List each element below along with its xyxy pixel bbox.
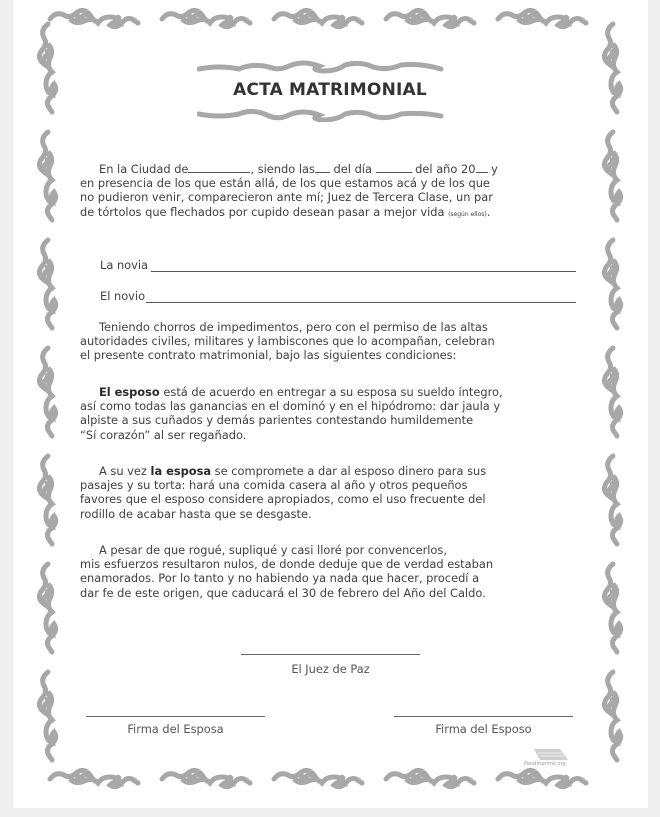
printer-logo-icon <box>522 748 570 762</box>
wife-line: pasajes y su torta: hará una comida casera al año y otros pequeños <box>80 478 468 493</box>
groom-name-line[interactable] <box>146 292 576 303</box>
top-border <box>50 10 586 26</box>
year-blank[interactable] <box>476 163 488 173</box>
wife-signature-line[interactable] <box>86 716 265 717</box>
husband-line: alpiste a sus cuñados y demás parientes contestando humildemente <box>80 413 474 428</box>
impediments-paragraph <box>80 320 580 363</box>
intro-paragraph <box>80 162 580 222</box>
wife-line: favores que el esposo considere apropiados, como el uso frecuente del <box>80 492 486 507</box>
intro-text: del día <box>329 162 376 176</box>
hour-blank[interactable] <box>315 163 330 173</box>
document-title: ACTA MATRIMONIAL <box>233 80 427 100</box>
intro-period: . <box>486 204 491 219</box>
bride-name-line[interactable] <box>151 261 576 272</box>
impediments-line: autoridades civiles, militares y lambiscones que lo acompañan, celebran <box>80 334 495 349</box>
intro-line: no pudieron venir, comparecieron ante mí; Juez de Tercera Clase, un par <box>80 190 493 205</box>
wife-pre: A su vez <box>99 464 151 478</box>
husband-bold: El esposo <box>99 385 160 399</box>
wife-paragraph <box>80 464 580 521</box>
intro-text: y <box>487 162 498 176</box>
groom-field[interactable] <box>100 287 576 303</box>
closing-line: A pesar de que rogué, supliqué y casi lloré por convencerlos, <box>99 543 447 557</box>
intro-line: en presencia de los que están allá, de los que estamos acá y de los que <box>80 176 490 191</box>
impediments-line: Teniendo chorros de impedimentos, pero con el permiso de las altas <box>99 320 488 334</box>
impediments-line: el presente contrato matrimonial, bajo las siguientes condiciones: <box>80 348 457 363</box>
wife-line: rodillo de acabar hasta que se desgaste. <box>80 506 312 521</box>
right-border <box>604 24 620 760</box>
husband-signature-label: Firma del Esposo <box>435 722 532 736</box>
intro-text: En la Ciudad de <box>99 162 189 176</box>
wife-signature-label: Firma del Esposa <box>127 722 224 736</box>
bride-label: La novia <box>100 258 149 272</box>
intro-line: de tórtolos que flechados por cupido desean pasar a mejor vida <box>80 204 449 219</box>
bride-field[interactable] <box>100 256 576 272</box>
intro-note: (según ellos) <box>448 210 487 218</box>
day-blank[interactable] <box>376 163 412 173</box>
closing-paragraph <box>80 543 580 600</box>
judge-signature-line[interactable] <box>241 654 420 655</box>
city-blank[interactable] <box>188 163 250 173</box>
husband-line: así como todas las ganancias en el dominó y en el hipódromo: dar jaula y <box>80 399 501 414</box>
closing-line: mis esfuerzos resultaron nulos, de donde deduje que de verdad estaban <box>80 557 494 572</box>
closing-line: dar fe de este origen, que caducará el 30 de febrero del Año del Caldo. <box>80 585 486 600</box>
watermark-text: ParaImprimir.org <box>524 761 566 767</box>
husband-line: está de acuerdo en entregar a su esposa su sueldo íntegro, <box>159 385 503 399</box>
intro-text: del año 20 <box>411 162 476 176</box>
husband-paragraph <box>80 385 580 442</box>
wife-line: se compromete a dar al esposo dinero para sus <box>211 464 487 478</box>
wife-bold: la esposa <box>150 464 212 478</box>
title-ornament-bottom <box>197 106 462 122</box>
judge-signature-label: El Juez de Paz <box>291 662 370 676</box>
intro-text: , siendo las <box>250 162 315 176</box>
bottom-border <box>50 770 586 786</box>
husband-signature-line[interactable] <box>394 716 573 717</box>
left-border <box>39 24 55 760</box>
husband-line: “Sí corazón” al ser regañado. <box>80 427 247 442</box>
title-ornament-top <box>197 60 462 76</box>
groom-label: El novio <box>100 289 146 303</box>
closing-line: enamorados. Por lo tanto y no habiendo ya nada que hacer, procedí a <box>80 571 480 586</box>
